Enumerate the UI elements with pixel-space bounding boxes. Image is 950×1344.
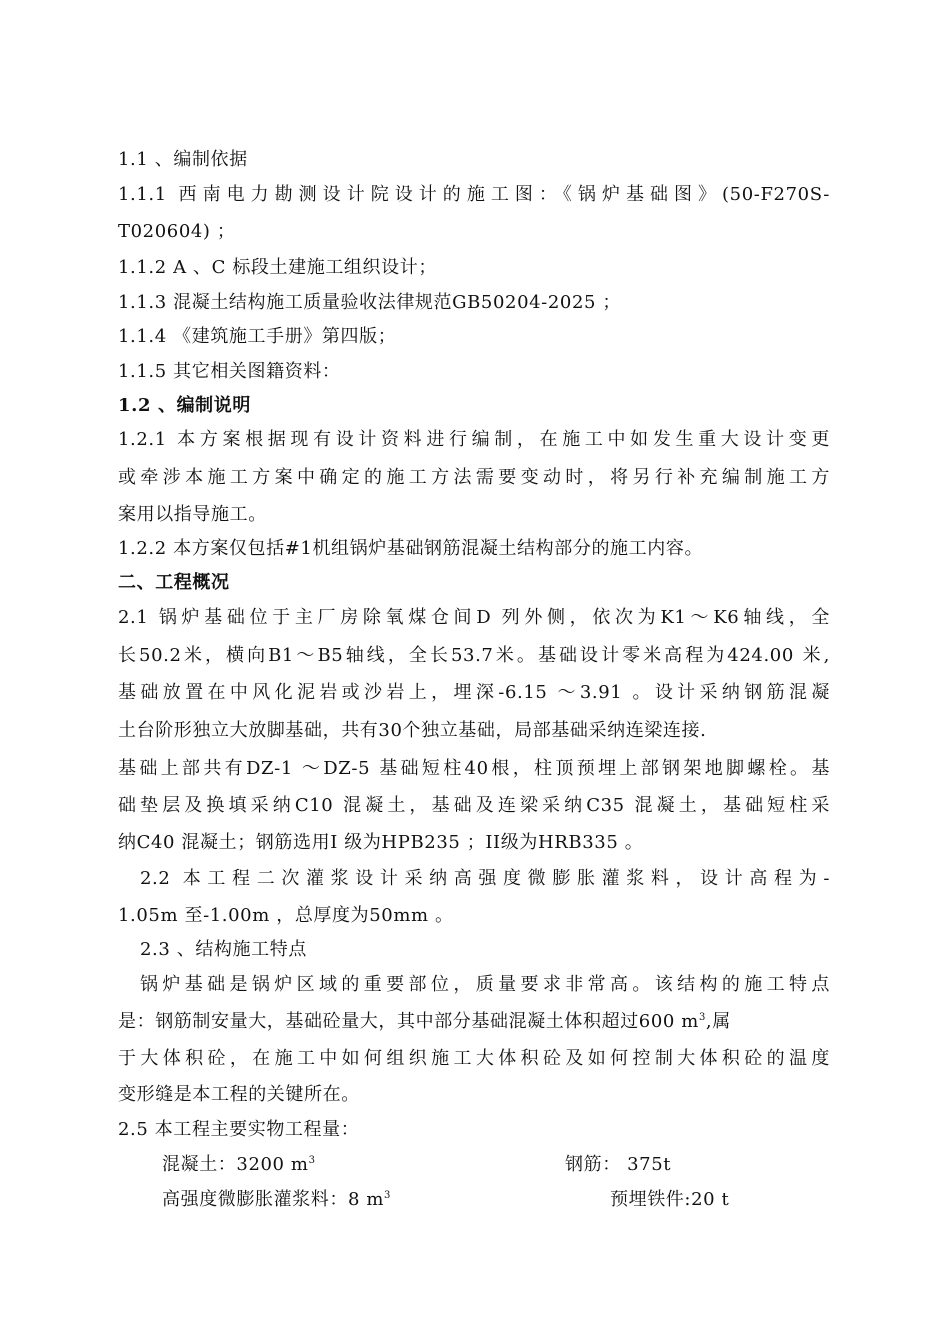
- item-1-2-2: 1.2.2 本方案仅包括#1机组锅炉基础钢筋混凝土结构部分的施工内容。: [118, 538, 704, 559]
- item-1-1-2: 1.1.2 A 、C 标段土建施工组织设计；: [118, 257, 437, 278]
- item-1-1-1-cont: T020604) ；: [118, 221, 236, 242]
- para-2-2-line2: 1.05m 至-1.00m ，总厚度为50mm 。: [118, 905, 454, 926]
- heading-1-2: 1.2 、编制说明: [118, 395, 251, 416]
- heading-2-3: 2.3 、结构施工特点: [140, 939, 307, 960]
- heading-1-1: 1.1 、编制依据: [118, 149, 248, 170]
- heading-section-2: 二、工程概况: [118, 572, 230, 593]
- para-2-1-line1: 2.1 锅炉基础位于主厂房除氧煤仓间D 列外侧，依次为K1～K6轴线，全: [118, 607, 830, 628]
- quantity-embedded-iron: 预埋铁件:20 t: [610, 1189, 730, 1210]
- para-2-3-line1: 锅炉基础是锅炉区域的重要部位，质量要求非常高。该结构的施工特点: [140, 974, 830, 995]
- para-2-1-line4: 土台阶形独立大放脚基础，共有30个独立基础，局部基础采纳连梁连接.: [118, 720, 707, 741]
- quantity-grout-text: 高强度微膨胀灌浆料：8 m: [162, 1189, 385, 1210]
- para-2-2-line1: 2.2 本工程二次灌浆设计采纳高强度微膨胀灌浆料，设计高程为-: [140, 868, 830, 889]
- item-1-1-3: 1.1.3 混凝土结构施工质量验收法律规范GB50204-2025 ；: [118, 292, 621, 313]
- item-1-1-5: 1.1.5 其它相关图籍资料：: [118, 361, 341, 382]
- para-2-1-line6: 础垫层及换填采纳C10 混凝土，基础及连梁采纳C35 混凝土，基础短柱采: [118, 795, 830, 816]
- item-1-1-1: 1.1.1 西南电力勘测设计院设计的施工图：《锅炉基础图》(50-F270S-: [118, 184, 830, 205]
- heading-2-5: 2.5 本工程主要实物工程量：: [118, 1119, 360, 1140]
- item-1-1-4: 1.1.4 《建筑施工手册》第四版；: [118, 326, 397, 347]
- item-1-2-1-line1: 1.2.1 本方案根据现有设计资料进行编制，在施工中如发生重大设计变更: [118, 429, 830, 450]
- para-2-3-line4: 变形缝是本工程的关键所在。: [118, 1084, 360, 1105]
- para-2-3-line2-text: 是：钢筋制安量大，基础砼量大，其中部分基础混凝土体积超过600 m: [118, 1011, 699, 1032]
- para-2-1-line7: 纳C40 混凝土；钢筋选用I 级为HPB235 ；II级为HRB335 。: [118, 832, 644, 853]
- quantity-concrete-text: 混凝土：3200 m: [162, 1154, 309, 1175]
- quantity-concrete: [162, 1153, 316, 1177]
- para-2-3-line2: [118, 1010, 830, 1034]
- item-1-2-1-line3: 案用以指导施工。: [118, 504, 267, 525]
- para-2-3-line2-tail: ,属: [705, 1011, 731, 1032]
- item-1-2-1-line2: 或牵涉本施工方案中确定的施工方法需要变动时，将另行补充编制施工方: [118, 467, 830, 488]
- para-2-1-line2: 长50.2米，横向B1～B5轴线，全长53.7米。基础设计零米高程为424.00 米,: [118, 645, 830, 666]
- quantity-rebar: 钢筋： 375t: [565, 1154, 672, 1175]
- superscript-3: 3: [698, 1012, 706, 1023]
- para-2-3-line3: 于大体积砼，在施工中如何组织施工大体积砼及如何控制大体积砼的温度: [118, 1048, 830, 1069]
- quantity-concrete-sup: 3: [308, 1155, 316, 1166]
- quantity-grout-sup: 3: [384, 1190, 392, 1201]
- para-2-1-line5: 基础上部共有DZ-1 ～DZ-5 基础短柱40根，柱顶预埋上部钢架地脚螺栓。基: [118, 758, 830, 779]
- para-2-1-line3: 基础放置在中风化泥岩或沙岩上，埋深-6.15 ～3.91 。设计采纳钢筋混凝: [118, 682, 830, 703]
- quantity-grout: [162, 1188, 391, 1212]
